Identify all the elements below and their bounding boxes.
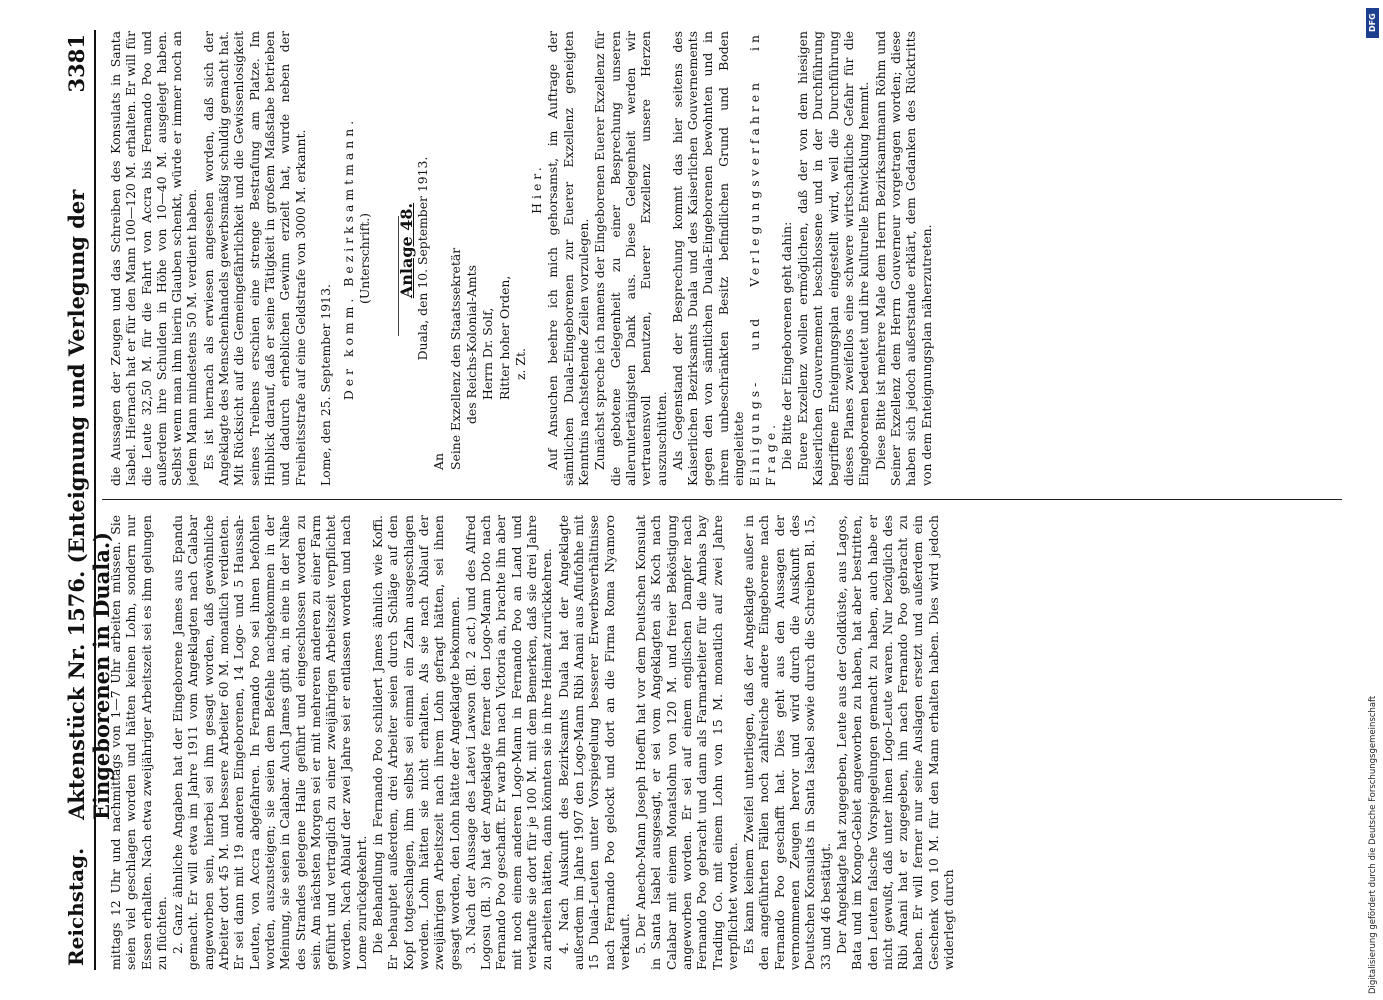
signature-note: (Unterschrift.) — [357, 213, 373, 304]
address-line: des Reichs-Kolonial-Amts — [463, 265, 479, 424]
paragraph: Auf Ansuchen beehre ich mich gehorsamst, im Auftrage der sämtlichen Duala-Eingeborenen zur Euerer Exzellenz geneigten Kenntnis nachstehende Zeilen vorzulegen. — [545, 31, 592, 486]
address-line: Seine Exzellenz den Staatssekretär — [447, 247, 463, 470]
paragraph: Die Behandlung in Fernando Poo schildert James ähnlich wie Koffi. Er behauptet außerdem, drei Arbeiter seien durch Schläge auf den Kopf totgeschlagen, ihm selbst sei einmal ein Zahn ausgeschlagen worden. Lohn hätten sie nicht erhalten. Als sie nach Ablauf der zweijährigen Arbeitszeit nach ihrem Lohn gefragt hätten, sei ihnen gesagt worden, den Lohn hätte der Angeklagte bekommen. — [370, 515, 462, 970]
address-line: z. Zt. — [512, 348, 528, 380]
address-line: Ritter hoher Orden, — [496, 275, 512, 400]
header-rule — [94, 30, 96, 970]
paragraph: Es ist hiernach als erwiesen angesehen worden, daß sich der Angeklagte des Menschenhandels gewerbsmäßig schuldig gemacht hat. Mit Rücksicht auf die Gemeingefährlichkeit und die Gewissenlosigkeit seines Treibens erschien eine strenge Bestrafung am Platze. Im Hinblick darauf, daß er seine Tätigkeit in großem Maßstabe betrieben und dadurch erheblichen Gewinn erzielt hat, wurde neben der Freiheitsstrafe auf eine Geldstrafe von 3000 M. erkannt. — [200, 31, 308, 486]
hier-line: Hier. — [529, 163, 545, 214]
paragraph: Diese Bitte ist mehrere Male dem Herrn Bezirksamtmann Röhm und Seiner Exzellenz dem Herrn Gouverneur vorgetragen worden; diese haben sich jedoch außerstande erklärt, dem Gedanken des Rücktritts von dem Enteignungsplan näherzutreten. — [872, 31, 934, 486]
signature-rule — [374, 216, 399, 336]
paragraph: Es kann keinem Zweifel unterliegen, daß der Angeklagte außer in den angeführten Fällen noch zahlreiche andere Eingeborene nach Fernando Poo geschafft hat. Dies geht aus den Aussagen der vernommenen Zeugen hervor und wird durch die Auskunft des Deutschen Konsulats in Santa Isabel sowie durch die Schreiben Bl. 15, 33 und 46 bestätigt. — [741, 515, 833, 970]
address-line: Herrn Dr. Solf, — [480, 307, 496, 400]
duala-date: Duala, den 10. September 1913. — [415, 156, 431, 361]
paragraph: Einigungs- und Verlegungsverfahren in Frage. — [747, 31, 778, 486]
anlage-heading: Anlage 48. — [396, 202, 416, 299]
signature-title: Der komm. Bezirksamtmann. — [341, 116, 357, 401]
paragraph: 5. Der Anecho-Mann Joseph Hoeffu hat vor dem Deutschen Konsulat in Santa Isabel ausgesagt, er sei vom Angeklagten als Koch nach Calabar mit einem Monatslohn von 120 M. und freier Beköstigung angeworben worden. Er sei auf einem englischen Dampfer nach Fernando Poo gebracht und dann als Farmarbeiter für die Ambas bay Trading Co. mit einem Lohn von 15 M. monatlich auf zwei Jahre verpflichtet worden. — [633, 515, 740, 970]
paragraph: 3. Nach der Aussage des Latevi Lawson (Bl. 2 act.) und des Alfred Logosu (Bl. 3) hat der Angeklagte ferner den Logo-Mann Doto nach Fernando Poo geschafft. Er warb ihn nach Victoria an, brachte ihn aber mit noch einem anderen Logo-Mann in Fernando Poo an Land und verkaufte sie dort für je 100 M. mit dem Bemerken, daß sie drei Jahre zu arbeiten hätten, dann könnten sie in ihre Heimat zurückkehren. — [462, 515, 555, 970]
paragraph: die Aussagen der Zeugen und das Schreiben des Konsulats in Santa Isabel. Hiernach hat er für den Mann 100—120 M. erhalten. Er will für die Leute 32,50 M. für die Fahrt von Accra bis Fernando Poo und außerdem ihre Schulden in Höhe von 10—40 M. ausgelegt haben. Selbst wenn man ihm hierin Glauben schenkt, würde er immer noch an jedem Mann mindestens 50 M. verdient haben. — [108, 31, 200, 486]
paragraph: Der Angeklagte hat zugegeben, Leute aus der Goldküste, aus Lagos, Bata und im Kongo-Gebiet angeworben zu haben, hat aber bestritten, den Leuten falsche Vorspiegelungen gemacht zu haben, auch habe er nicht gewußt, daß unter ihnen Logo-Leute waren. Nur bezüglich des Ribi Anani hat er zugegeben, ihn nach Fernando Poo gebracht zu haben. Er will ferner nur seine Auslagen ersetzt und außerdem ein Geschenk von 10 M. für den Mann erhalten haben. Dies wird jedoch widerlegt durch — [833, 515, 957, 970]
address-line: An — [431, 453, 447, 470]
page-number: 3381 — [64, 34, 89, 93]
right-column — [108, 31, 1338, 486]
date-line: Lome, den 25. September 1913. — [317, 284, 333, 486]
paragraph: mittags 12 Uhr und nachmittags von 1—7 Uhr arbeiten müssen. Sie seien viel geschlagen worden und hätten keinen Lohn, sondern nur Essen erhalten. Nach etwa zweijähriger Arbeitszeit sei es ihm gelungen zu flüchten. — [108, 515, 169, 970]
paragraph: Euere Exzellenz wollen ermöglichen, daß der von dem hiesigen Kaiserlichen Gouvernement beschlossene und in der Durchführung begriffene Enteignungsplan eingestellt wird, weil die Durchführung dieses Planes zweifellos eine schwere wirtschaftliche Gefahr für die Eingeborenen bedeutet und ihre kulturelle Entwicklung hemmt. — [795, 31, 872, 486]
header-left: Reichstag. — [64, 847, 88, 966]
page-header — [58, 30, 114, 970]
funding-note: Digitalisierung gefördert durch die Deutsche Forschungsgemeinschaft — [1368, 695, 1378, 994]
left-column — [108, 515, 1338, 970]
column-divider — [102, 499, 1342, 500]
dfg-logo: DFG — [1366, 8, 1379, 38]
header-title: Aktenstück Nr. 1576. (Enteignung und Verlegung der Eingeborenen in Duala.) — [64, 189, 114, 820]
paragraph: Die Bitte der Eingeborenen geht dahin: — [778, 221, 794, 470]
rotated-document-page — [50, 30, 1350, 970]
paragraph: 2. Ganz ähnliche Angaben hat der Eingeborene James aus Epandu gemacht. Er will etwa im Jahre 1911 vom Angeklagten nach Calabar angeworben sein, hierbei sei ihm gesagt worden, daß gewöhnliche Arbeiter dort 45 M. und bessere Arbeiter 60 M. monatlich verdienten. Er sei dann mit 19 anderen Eingeborenen, 14 Logo- und 5 Haussah-Leuten, von Accra abgefahren. In Fernando Poo sei ihnen befohlen worden, auszusteigen; sie seien dem Befehle nachgekommen in der Meinung, sie seien in Calabar. Auch James gibt an, in eine in der Nähe des Strandes gelegene Halle geführt und eingeschlossen worden zu sein. Am nächsten Morgen sei er mit mehreren anderen zu einer Farm geführt und vertraglich zu einer zweijährigen Arbeitszeit verpflichtet worden. Nach Ablauf der zwei Jahre sei er entlassen worden und nach Lome zurückgekehrt. — [170, 515, 369, 970]
paragraph: Als Gegenstand der Besprechung kommt das hier seitens des Kaiserlichen Bezirksamts Duala und des Kaiserlichen Gouvernements gegen den von sämtlichen Duala-Eingeborenen bewohnten und in ihrem unbeschränkten Besitz befindlichen Grund und Boden eingeleitete — [669, 31, 746, 486]
paragraph: Zunächst spreche ich namens der Eingeborenen Euerer Exzellenz für die gebotene Gelegenheit zu einer Besprechung unseren alleruntertänigsten Dank aus. Diese Gelegenheit werden wir vertrauensvoll benutzen, Euerer Exzellenz unsere Herzen auszuschütten. — [592, 31, 669, 486]
paragraph: 4. Nach Auskunft des Bezirksamts Duala hat der Angeklagte außerdem im Jahre 1907 den Logo-Mann Ribi Anani aus Aflufohhe mit 15 Duala-Leuten unter Vorspiegelung besserer Erwerbsverhältnisse nach Fernando Poo gelockt und dort an die Firma Roma Nyamoro verkauft. — [555, 515, 632, 970]
